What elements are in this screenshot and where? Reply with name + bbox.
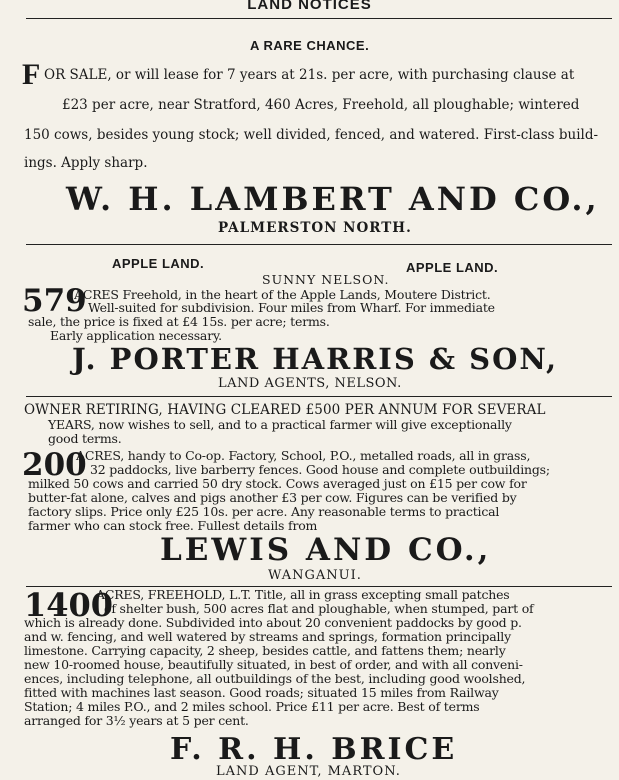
- agent-name: LEWIS AND CO.,: [160, 532, 492, 568]
- ad-text-line: ings. Apply sharp.: [24, 155, 148, 171]
- ad-text-line: which is already done. Subdivided into about 20 convenient paddocks by good p.: [24, 615, 522, 630]
- ad-heading: A RARE CHANCE.: [250, 38, 370, 53]
- agent-name: W. H. LAMBERT AND CO.,: [66, 180, 600, 218]
- ad-text-line: of shelter bush, 500 acres flat and ploughable, when stumped, part of: [104, 601, 534, 616]
- ad-text-line: fitted with machines last season. Good roads; situated 15 miles from Railway: [24, 685, 499, 700]
- agent-location: LAND AGENT, MARTON.: [216, 764, 401, 779]
- ad-text-line: YEARS, now wishes to sell, and to a practical farmer will give exceptionally: [48, 417, 512, 432]
- ad-text-line: ACRES Freehold, in the heart of the Apple Lands, Moutere District.: [74, 287, 491, 302]
- divider: [26, 18, 612, 19]
- agent-location: LAND AGENTS, NELSON.: [218, 376, 402, 391]
- ad-text-line: limestone. Carrying capacity, 2 sheep, besides cattle, and fattens them; nearly: [24, 643, 506, 658]
- ad-text-line: milked 50 cows and carried 50 dry stock. Cows averaged just on £15 per cow for: [28, 476, 527, 491]
- ad-subheading: SUNNY NELSON.: [262, 272, 390, 287]
- ad-text-line: OR SALE, or will lease for 7 years at 21s. per acre, with purchasing clause at: [44, 67, 575, 83]
- ad-text-line: new 10-roomed house, beautifully situated, in best of order, and with all conveni-: [24, 657, 523, 672]
- divider: [26, 396, 612, 397]
- drop-letter: F: [22, 58, 41, 91]
- ad-text-line: Well-suited for subdivision. Four miles from Wharf. For immediate: [88, 300, 495, 315]
- ad-text-line: 150 cows, besides young stock; well divided, fenced, and watered. First-class build-: [24, 127, 599, 143]
- ad-text-line: sale, the price is fixed at £4 15s. per acre; terms.: [28, 314, 330, 329]
- ad-text-line: Station; 4 miles P.O., and 2 miles school. Price £11 per acre. Best of terms: [24, 699, 480, 714]
- ad-text-line: farmer who can stock free. Fullest details from: [28, 518, 318, 533]
- agent-location: PALMERSTON NORTH.: [218, 220, 412, 236]
- ad-heading: APPLE LAND.: [112, 256, 205, 271]
- divider: [26, 244, 612, 245]
- ad-text-line: £23 per acre, near Stratford, 460 Acres, Freehold, all ploughable; wintered: [62, 97, 580, 113]
- agent-location: WANGANUI.: [268, 568, 362, 583]
- ad-text-line: butter-fat alone, calves and pigs another £3 per cow. Figures can be verified by: [28, 490, 517, 505]
- page-title: LAND NOTICES: [247, 0, 372, 13]
- ad-text-line: ences, including telephone, all outbuildings of the best, including good woolshed,: [24, 671, 526, 686]
- ad-text-line: factory slips. Price only £25 10s. per acre. Any reasonable terms to practical: [28, 504, 500, 519]
- ad-text-line: and w. fencing, and well watered by streams and springs, formation principally: [24, 629, 511, 644]
- acreage-number: 1400: [24, 586, 114, 624]
- ad-text-line: OWNER RETIRING, HAVING CLEARED £500 PER ANNUM FOR SEVERAL: [24, 402, 546, 418]
- ad-text-line: 32 paddocks, live barberry fences. Good house and complete outbuildings;: [90, 462, 550, 477]
- agent-name: J. PORTER HARRIS & SON,: [72, 342, 559, 376]
- agent-name: F. R. H. BRICE: [170, 732, 458, 767]
- ad-text-line: ACRES, handy to Co-op. Factory, School, P.O., metalled roads, all in grass,: [76, 448, 531, 463]
- acreage-number: 200: [22, 447, 87, 483]
- ad-heading: APPLE LAND.: [406, 260, 499, 275]
- acreage-number: 579: [22, 283, 87, 319]
- ad-text-line: ACRES, FREEHOLD, L.T. Title, all in grass excepting small patches: [96, 587, 510, 602]
- ad-text-line: good terms.: [48, 431, 122, 446]
- ad-text-line: arranged for 3½ years at 5 per cent.: [24, 713, 249, 728]
- ad-text-line: Early application necessary.: [50, 328, 222, 343]
